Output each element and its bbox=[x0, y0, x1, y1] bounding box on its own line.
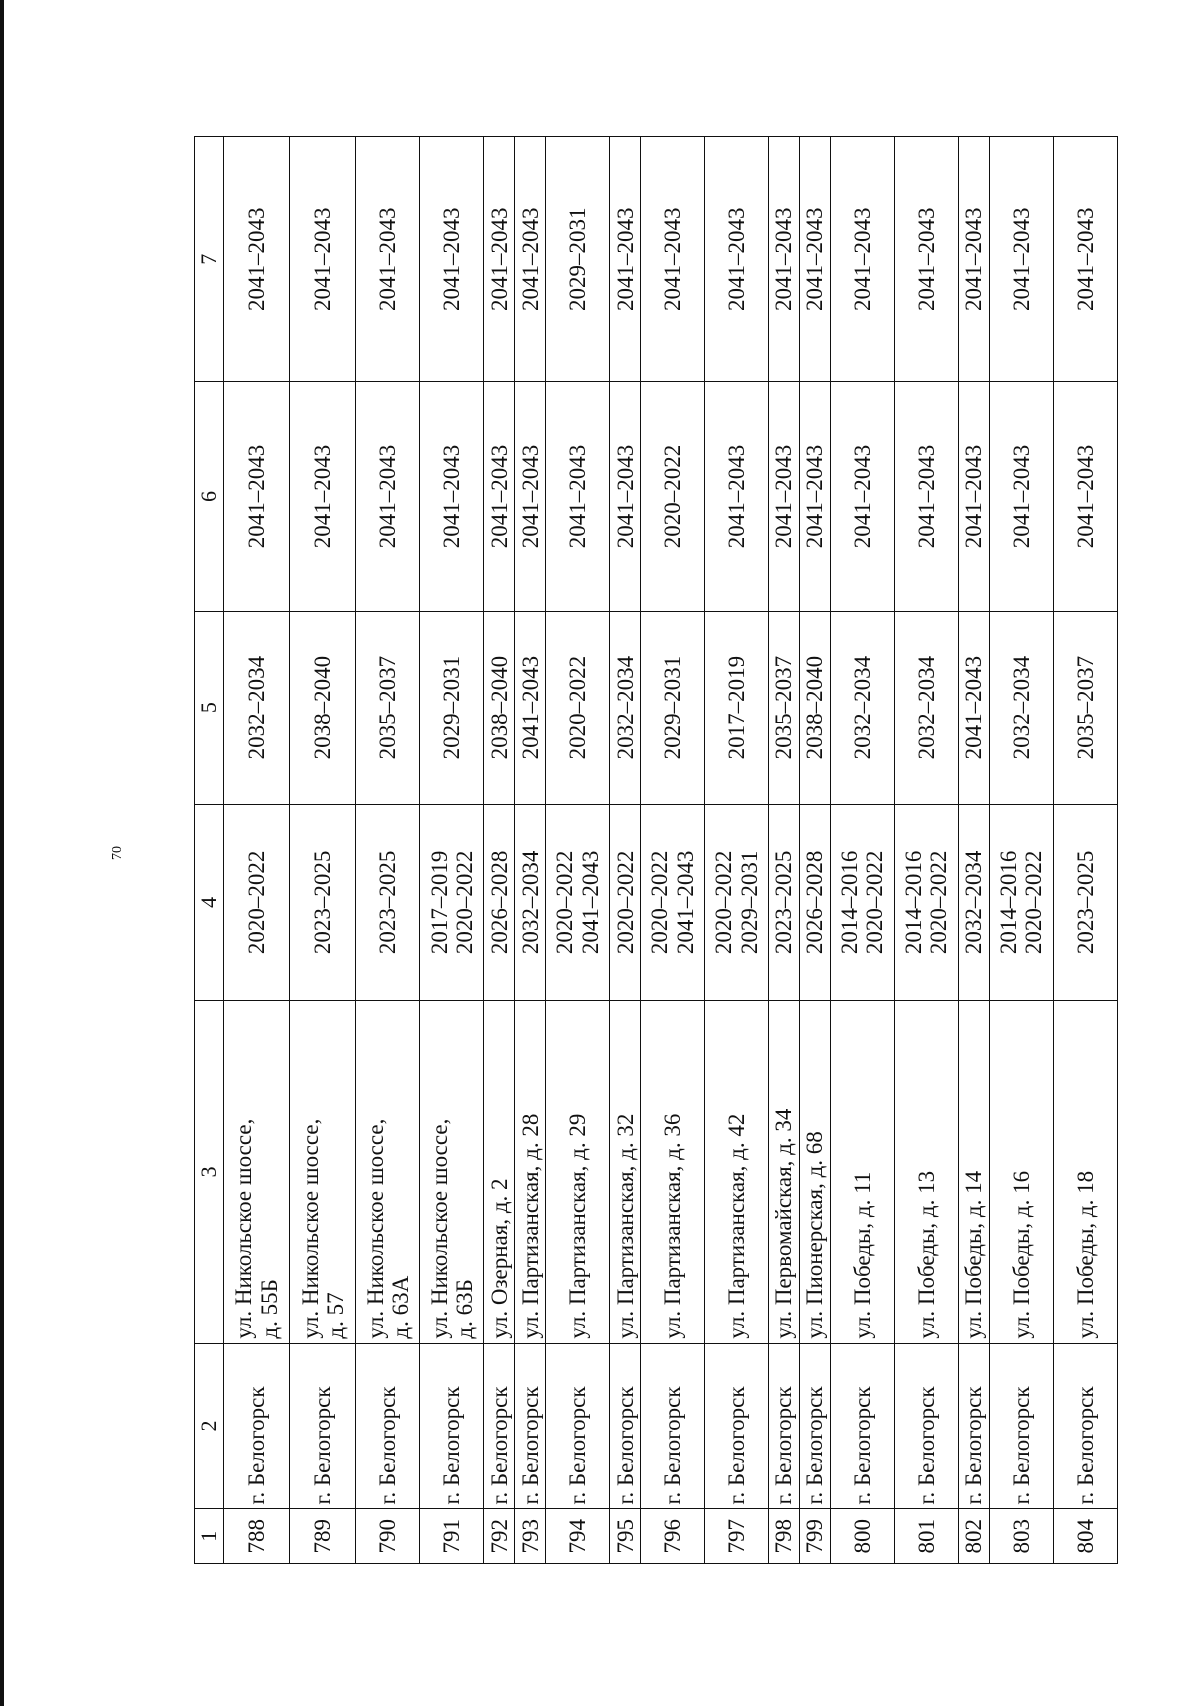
column-header: 3 bbox=[195, 1001, 224, 1344]
address-cell bbox=[830, 1001, 894, 1344]
period-col5-cell: 2017–2019 bbox=[705, 611, 769, 804]
period-col6-cell: 2041–2043 bbox=[356, 382, 420, 611]
address-cell-line: д. 63Б bbox=[451, 1279, 477, 1339]
address-cell bbox=[290, 1001, 356, 1344]
period-col7-cell: 2041–2043 bbox=[769, 137, 800, 383]
period-col7-cell: 2029–2031 bbox=[546, 137, 610, 383]
city-cell: г. Белогорск bbox=[1053, 1343, 1117, 1509]
row-number-cell: 794 bbox=[546, 1509, 610, 1564]
period-col6-cell: 2041–2043 bbox=[1053, 382, 1117, 611]
period-col6-cell: 2041–2043 bbox=[800, 382, 831, 611]
period-col5-cell: 2032–2034 bbox=[989, 611, 1053, 804]
period-col7-cell: 2041–2043 bbox=[641, 137, 705, 383]
city-cell: г. Белогорск bbox=[420, 1343, 484, 1509]
row-number-cell: 791 bbox=[420, 1509, 484, 1564]
period-col5-cell: 2041–2043 bbox=[958, 611, 989, 804]
period-col4-cell-line: 2020–2022 bbox=[711, 850, 737, 955]
table-row bbox=[290, 137, 356, 1564]
period-col5-cell: 2032–2034 bbox=[830, 611, 894, 804]
period-col4-cell bbox=[290, 804, 356, 1000]
address-cell bbox=[224, 1001, 290, 1344]
address-cell-line: ул. Победы, д. 16 bbox=[1008, 1170, 1034, 1339]
period-col4-cell-line: 2014–2016 bbox=[995, 850, 1021, 955]
period-col4-cell-line: 2014–2016 bbox=[837, 850, 863, 955]
period-col6-cell: 2041–2043 bbox=[515, 382, 546, 611]
period-col5-cell: 2029–2031 bbox=[420, 611, 484, 804]
table-row bbox=[546, 137, 610, 1564]
scan-edge-line bbox=[0, 0, 4, 1706]
period-col5-cell: 2020–2022 bbox=[546, 611, 610, 804]
row-number-cell: 800 bbox=[830, 1509, 894, 1564]
city-cell: г. Белогорск bbox=[705, 1343, 769, 1509]
address-cell-line: д. 55Б bbox=[256, 1279, 282, 1339]
city-cell: г. Белогорск bbox=[515, 1343, 546, 1509]
table-row bbox=[610, 137, 641, 1564]
period-col7-cell: 2041–2043 bbox=[958, 137, 989, 383]
address-cell-line: ул. Партизанская, д. 36 bbox=[659, 1113, 685, 1339]
table-row bbox=[705, 137, 769, 1564]
period-col4-cell-line: 2026–2028 bbox=[486, 850, 512, 955]
address-cell bbox=[420, 1001, 484, 1344]
period-col4-cell-line: 2032–2034 bbox=[517, 850, 543, 955]
address-cell bbox=[769, 1001, 800, 1344]
address-cell bbox=[356, 1001, 420, 1344]
table-row bbox=[958, 137, 989, 1564]
row-number-cell: 798 bbox=[769, 1509, 800, 1564]
address-cell bbox=[484, 1001, 515, 1344]
city-cell: г. Белогорск bbox=[894, 1343, 958, 1509]
period-col4-cell-line: 2023–2025 bbox=[1072, 850, 1098, 955]
row-number-cell: 801 bbox=[894, 1509, 958, 1564]
period-col5-cell: 2029–2031 bbox=[641, 611, 705, 804]
table-row bbox=[224, 137, 290, 1564]
period-col4-cell-line: 2029–2031 bbox=[736, 850, 762, 955]
city-cell: г. Белогорск bbox=[800, 1343, 831, 1509]
period-col6-cell: 2020–2022 bbox=[641, 382, 705, 611]
period-col4-cell-line: 2020–2022 bbox=[451, 850, 477, 955]
table-row bbox=[420, 137, 484, 1564]
period-col7-cell: 2041–2043 bbox=[515, 137, 546, 383]
row-number-cell: 796 bbox=[641, 1509, 705, 1564]
period-col4-cell-line: 2020–2022 bbox=[243, 850, 269, 955]
address-cell-line: ул. Партизанская, д. 28 bbox=[517, 1113, 543, 1339]
address-cell bbox=[641, 1001, 705, 1344]
period-col6-cell: 2041–2043 bbox=[894, 382, 958, 611]
city-cell: г. Белогорск bbox=[830, 1343, 894, 1509]
period-col5-cell: 2035–2037 bbox=[356, 611, 420, 804]
period-col7-cell: 2041–2043 bbox=[356, 137, 420, 383]
address-cell-line: ул. Партизанская, д. 42 bbox=[723, 1113, 749, 1339]
city-cell: г. Белогорск bbox=[769, 1343, 800, 1509]
address-cell bbox=[1053, 1001, 1117, 1344]
column-header: 6 bbox=[195, 382, 224, 611]
period-col4-cell-line: 2020–2022 bbox=[926, 850, 952, 955]
address-cell-line: д. 57 bbox=[322, 1292, 348, 1339]
city-cell: г. Белогорск bbox=[958, 1343, 989, 1509]
period-col4-cell bbox=[894, 804, 958, 1000]
period-col4-cell-line: 2020–2022 bbox=[612, 850, 638, 955]
table-row bbox=[356, 137, 420, 1564]
table-row bbox=[894, 137, 958, 1564]
period-col7-cell: 2041–2043 bbox=[420, 137, 484, 383]
period-col7-cell: 2041–2043 bbox=[224, 137, 290, 383]
period-col5-cell: 2032–2034 bbox=[224, 611, 290, 804]
period-col6-cell: 2041–2043 bbox=[705, 382, 769, 611]
period-col6-cell: 2041–2043 bbox=[420, 382, 484, 611]
rotated-table-wrapper bbox=[194, 136, 1118, 1564]
period-col7-cell: 2041–2043 bbox=[894, 137, 958, 383]
city-cell: г. Белогорск bbox=[356, 1343, 420, 1509]
address-cell bbox=[546, 1001, 610, 1344]
period-col5-cell: 2032–2034 bbox=[894, 611, 958, 804]
period-col6-cell: 2041–2043 bbox=[958, 382, 989, 611]
table-body bbox=[224, 137, 1118, 1564]
period-col5-cell: 2035–2037 bbox=[769, 611, 800, 804]
period-col6-cell: 2041–2043 bbox=[610, 382, 641, 611]
period-col6-cell: 2041–2043 bbox=[830, 382, 894, 611]
period-col6-cell: 2041–2043 bbox=[546, 382, 610, 611]
table-row bbox=[800, 137, 831, 1564]
period-col6-cell: 2041–2043 bbox=[769, 382, 800, 611]
address-cell-line: д. 63А bbox=[387, 1275, 413, 1339]
city-cell: г. Белогорск bbox=[641, 1343, 705, 1509]
row-number-cell: 797 bbox=[705, 1509, 769, 1564]
period-col5-cell: 2038–2040 bbox=[484, 611, 515, 804]
city-cell: г. Белогорск bbox=[290, 1343, 356, 1509]
period-col4-cell-line: 2023–2025 bbox=[375, 850, 401, 955]
row-number-cell: 790 bbox=[356, 1509, 420, 1564]
period-col5-cell: 2035–2037 bbox=[1053, 611, 1117, 804]
period-col4-cell bbox=[546, 804, 610, 1000]
column-header: 2 bbox=[195, 1343, 224, 1509]
period-col4-cell bbox=[420, 804, 484, 1000]
period-col4-cell-line: 2020–2022 bbox=[552, 850, 578, 955]
period-col4-cell-line: 2020–2022 bbox=[862, 850, 888, 955]
period-col4-cell bbox=[515, 804, 546, 1000]
city-cell: г. Белогорск bbox=[989, 1343, 1053, 1509]
address-cell bbox=[610, 1001, 641, 1344]
period-col4-cell bbox=[224, 804, 290, 1000]
table-row bbox=[641, 137, 705, 1564]
period-col7-cell: 2041–2043 bbox=[484, 137, 515, 383]
table-row bbox=[515, 137, 546, 1564]
address-cell-line: ул. Победы, д. 11 bbox=[849, 1171, 875, 1339]
period-col4-cell-line: 2026–2028 bbox=[802, 850, 828, 955]
period-col4-cell bbox=[830, 804, 894, 1000]
period-col4-cell bbox=[958, 804, 989, 1000]
city-cell: г. Белогорск bbox=[224, 1343, 290, 1509]
period-col4-cell bbox=[641, 804, 705, 1000]
column-header: 1 bbox=[195, 1509, 224, 1564]
period-col4-cell-line: 2023–2025 bbox=[310, 850, 336, 955]
address-cell-line: ул. Первомайская, д. 34 bbox=[771, 1108, 797, 1339]
period-col7-cell: 2041–2043 bbox=[830, 137, 894, 383]
row-number-cell: 802 bbox=[958, 1509, 989, 1564]
address-cell-line: ул. Партизанская, д. 29 bbox=[565, 1113, 591, 1339]
period-col6-cell: 2041–2043 bbox=[290, 382, 356, 611]
table-row bbox=[830, 137, 894, 1564]
period-col4-cell-line: 2020–2022 bbox=[647, 850, 673, 955]
address-cell-line: ул. Никольское шоссе, bbox=[231, 1118, 257, 1339]
period-col4-cell-line: 2014–2016 bbox=[901, 850, 927, 955]
column-header: 7 bbox=[195, 137, 224, 383]
period-col4-cell bbox=[610, 804, 641, 1000]
period-col4-cell bbox=[705, 804, 769, 1000]
address-cell bbox=[958, 1001, 989, 1344]
row-number-cell: 804 bbox=[1053, 1509, 1117, 1564]
address-cell-line: ул. Победы, д. 13 bbox=[913, 1170, 939, 1339]
period-col5-cell: 2032–2034 bbox=[610, 611, 641, 804]
table-row bbox=[769, 137, 800, 1564]
table-row bbox=[1053, 137, 1117, 1564]
row-number-cell: 795 bbox=[610, 1509, 641, 1564]
period-col4-cell-line: 2020–2022 bbox=[1021, 850, 1047, 955]
period-col6-cell: 2041–2043 bbox=[989, 382, 1053, 611]
address-cell-line: ул. Пионерская, д. 68 bbox=[802, 1131, 828, 1339]
period-col4-cell bbox=[989, 804, 1053, 1000]
row-number-cell: 799 bbox=[800, 1509, 831, 1564]
address-cell-line: ул. Никольское шоссе, bbox=[426, 1118, 452, 1339]
register-table bbox=[194, 136, 1118, 1564]
row-number-cell: 789 bbox=[290, 1509, 356, 1564]
period-col6-cell: 2041–2043 bbox=[484, 382, 515, 611]
row-number-cell: 792 bbox=[484, 1509, 515, 1564]
table-row bbox=[989, 137, 1053, 1564]
city-cell: г. Белогорск bbox=[484, 1343, 515, 1509]
column-header: 4 bbox=[195, 804, 224, 1000]
row-number-cell: 793 bbox=[515, 1509, 546, 1564]
period-col4-cell-line: 2041–2043 bbox=[577, 850, 603, 955]
period-col4-cell bbox=[800, 804, 831, 1000]
address-cell-line: ул. Партизанская, д. 32 bbox=[612, 1113, 638, 1339]
row-number-cell: 788 bbox=[224, 1509, 290, 1564]
address-cell-line: ул. Победы, д. 18 bbox=[1072, 1170, 1098, 1339]
page-number: 70 bbox=[110, 846, 125, 860]
address-cell-line: ул. Победы, д. 14 bbox=[961, 1170, 987, 1339]
period-col5-cell: 2038–2040 bbox=[800, 611, 831, 804]
header-row bbox=[195, 137, 224, 1564]
period-col7-cell: 2041–2043 bbox=[1053, 137, 1117, 383]
period-col4-cell bbox=[769, 804, 800, 1000]
period-col4-cell bbox=[484, 804, 515, 1000]
period-col5-cell: 2041–2043 bbox=[515, 611, 546, 804]
address-cell bbox=[705, 1001, 769, 1344]
address-cell bbox=[989, 1001, 1053, 1344]
period-col7-cell: 2041–2043 bbox=[705, 137, 769, 383]
period-col4-cell bbox=[1053, 804, 1117, 1000]
address-cell bbox=[800, 1001, 831, 1344]
period-col5-cell: 2038–2040 bbox=[290, 611, 356, 804]
table-row bbox=[484, 137, 515, 1564]
period-col7-cell: 2041–2043 bbox=[800, 137, 831, 383]
period-col4-cell-line: 2023–2025 bbox=[771, 850, 797, 955]
address-cell-line: ул. Никольское шоссе, bbox=[297, 1118, 323, 1339]
address-cell-line: ул. Озерная, д. 2 bbox=[486, 1178, 512, 1339]
period-col4-cell-line: 2032–2034 bbox=[961, 850, 987, 955]
address-cell bbox=[894, 1001, 958, 1344]
column-header: 5 bbox=[195, 611, 224, 804]
period-col7-cell: 2041–2043 bbox=[610, 137, 641, 383]
row-number-cell: 803 bbox=[989, 1509, 1053, 1564]
city-cell: г. Белогорск bbox=[546, 1343, 610, 1509]
period-col7-cell: 2041–2043 bbox=[290, 137, 356, 383]
period-col7-cell: 2041–2043 bbox=[989, 137, 1053, 383]
city-cell: г. Белогорск bbox=[610, 1343, 641, 1509]
period-col4-cell bbox=[356, 804, 420, 1000]
address-cell bbox=[515, 1001, 546, 1344]
period-col4-cell-line: 2017–2019 bbox=[426, 850, 452, 955]
period-col4-cell-line: 2041–2043 bbox=[672, 850, 698, 955]
period-col6-cell: 2041–2043 bbox=[224, 382, 290, 611]
address-cell-line: ул. Никольское шоссе, bbox=[362, 1118, 388, 1339]
